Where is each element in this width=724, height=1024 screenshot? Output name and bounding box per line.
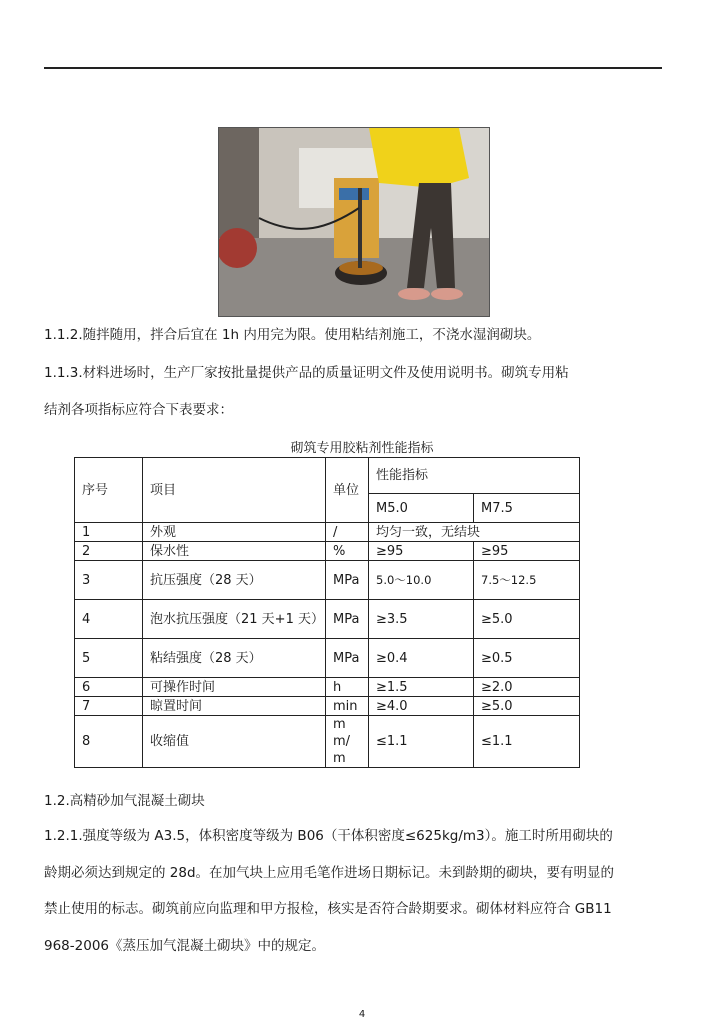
cell-no: 1 <box>75 523 143 542</box>
header-m75: M7.5 <box>474 494 580 523</box>
cell-item: 外观 <box>143 523 326 542</box>
table-header-row <box>75 458 580 494</box>
table-row <box>75 542 580 561</box>
cell-merged-value: 均匀一致，无结块 <box>369 523 580 542</box>
header-m50: M5.0 <box>369 494 474 523</box>
cell-unit: mm/m <box>326 716 369 768</box>
cell-no: 5 <box>75 639 143 678</box>
cell-unit: h <box>326 678 369 697</box>
header-index: 序号 <box>75 458 143 523</box>
paragraph-1-2-1-line2: 龄期必须达到规定的 28d。在加气块上应用毛笔作进场日期标记。未到龄期的砌块，要有明显的 <box>44 865 615 881</box>
cell-m75: ≥0.5 <box>474 639 580 678</box>
cell-m75: ≥5.0 <box>474 697 580 716</box>
cell-item: 泡水抗压强度（21 天+1 天） <box>143 600 326 639</box>
cell-item: 粘结强度（28 天） <box>143 639 326 678</box>
cell-item: 抗压强度（28 天） <box>143 561 326 600</box>
cell-item: 可操作时间 <box>143 678 326 697</box>
cell-m75: ≤1.1 <box>474 716 580 768</box>
paragraph-1-2-1-line4: 968-2006《蒸压加气混凝土砌块》中的规定。 <box>44 938 325 954</box>
cell-no: 6 <box>75 678 143 697</box>
spec-table <box>74 457 580 768</box>
cell-m75: ≥2.0 <box>474 678 580 697</box>
cell-unit: % <box>326 542 369 561</box>
cell-m50: ≥3.5 <box>369 600 474 639</box>
cell-unit: / <box>326 523 369 542</box>
paragraph-1-2-1-line3: 禁止使用的标志。砌筑前应向监理和甲方报检，核实是否符合龄期要求。砌体材料应符合 GB11 <box>44 901 612 917</box>
table-row <box>75 600 580 639</box>
paragraph-1-1-3-line2: 结剂各项指标应符合下表要求： <box>44 402 233 418</box>
cell-m50: ≥1.5 <box>369 678 474 697</box>
cell-unit: MPa <box>326 639 369 678</box>
cell-no: 4 <box>75 600 143 639</box>
paragraph-1-2-1-line1: 1.2.1.强度等级为 A3.5，体积密度等级为 B06（干体积密度≤625kg/m3）。施工时所用砌块的 <box>44 828 613 844</box>
page-number: 4 <box>358 1009 366 1020</box>
cell-unit: MPa <box>326 561 369 600</box>
table-row <box>75 523 580 542</box>
table-row <box>75 561 580 600</box>
cell-m75: ≥5.0 <box>474 600 580 639</box>
table-row <box>75 678 580 697</box>
section-heading: 1.2.高精砂加气混凝土砌块 <box>44 793 205 809</box>
cell-m50: ≥95 <box>369 542 474 561</box>
cell-m50: 5.0～10.0 <box>369 561 474 600</box>
cell-m50: ≤1.1 <box>369 716 474 768</box>
table-caption: 砌筑专用胶粘剂性能指标 <box>290 441 434 456</box>
site-photo <box>218 127 490 317</box>
cell-m50: ≥0.4 <box>369 639 474 678</box>
cell-unit: min <box>326 697 369 716</box>
header-performance: 性能指标 <box>369 458 580 494</box>
header-rule <box>44 67 662 69</box>
cell-no: 3 <box>75 561 143 600</box>
paragraph-1-1-3-line1: 1.1.3.材料进场时，生产厂家按批量提供产品的质量证明文件及使用说明书。砌筑专用粘 <box>44 365 569 381</box>
header-unit: 单位 <box>326 458 369 523</box>
cell-m75: ≥95 <box>474 542 580 561</box>
photo-illustration <box>219 128 489 316</box>
cell-no: 8 <box>75 716 143 768</box>
paragraph-1-1-2: 1.1.2.随拌随用，拌合后宜在 1h 内用完为限。使用粘结剂施工，不浇水湿润砌块。 <box>44 327 541 343</box>
cell-item: 收缩值 <box>143 716 326 768</box>
cell-m50: ≥4.0 <box>369 697 474 716</box>
header-item: 项目 <box>143 458 326 523</box>
table-row <box>75 639 580 678</box>
cell-no: 2 <box>75 542 143 561</box>
table-row <box>75 697 580 716</box>
cell-no: 7 <box>75 697 143 716</box>
table-row <box>75 716 580 768</box>
cell-item: 保水性 <box>143 542 326 561</box>
cell-m75: 7.5～12.5 <box>474 561 580 600</box>
cell-unit: MPa <box>326 600 369 639</box>
cell-item: 晾置时间 <box>143 697 326 716</box>
